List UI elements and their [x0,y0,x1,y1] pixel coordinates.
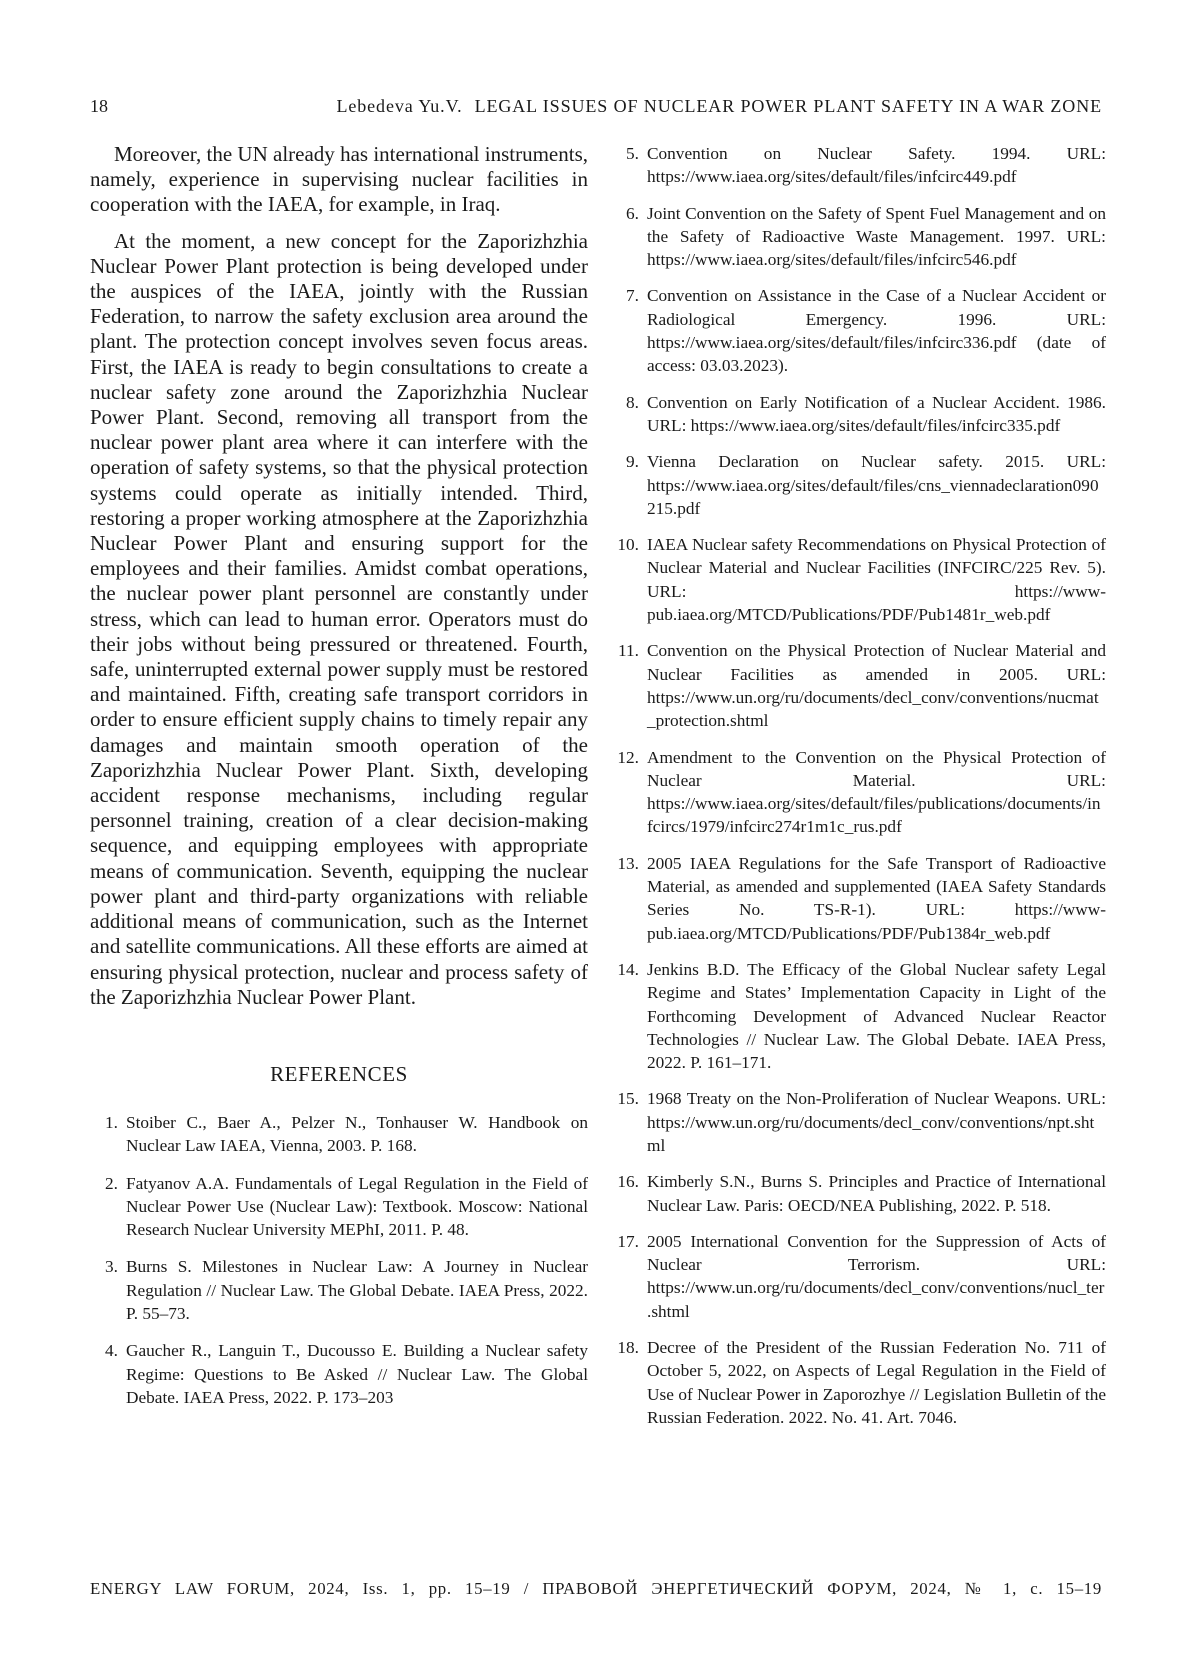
reference-number: 8. [626,392,639,412]
reference-item [611,1170,1106,1217]
journal-footer: ENERGY LAW FORUM, 2024, Iss. 1, pp. 15–19 / ПРАВОВОЙ ЭНЕРГЕТИЧЕСКИЙ ФОРУМ, 2024, № 1, с. 15–19 [90,1579,1102,1598]
reference-item [90,1111,588,1158]
reference-item [611,746,1106,839]
running-header [90,96,1102,126]
reference-number: 16. [617,1172,639,1192]
reference-number: 7. [626,286,639,306]
reference-item [611,1087,1106,1157]
reference-text: 1968 Treaty on the Non-Proliferation of Nuclear Weapons. URL: https://www.un.org/ru/documents/decl_conv/conventions/npt.shtml [647,1089,1106,1155]
right-column [611,142,1106,1442]
reference-item [611,142,1106,189]
reference-text: Joint Convention on the Safety of Spent Fuel Management and on the Safety of Radioactive Waste Management. 1997. URL: https://www.iaea.org/sites/default/files/infcirc546.pdf [647,203,1106,270]
reference-number: 1. [105,1112,118,1132]
header-title: LEGAL ISSUES OF NUCLEAR POWER PLANT SAFETY IN A WAR ZONE [474,96,1102,116]
reference-text: Burns S. Milestones in Nuclear Law: A Journey in Nuclear Regulation // Nuclear Law. The Global Debate. IAEA Press, 2022. P. 55–73. [126,1257,588,1323]
reference-text: IAEA Nuclear safety Recommendations on Physical Protection of Nuclear Material and Nuclear Facilities (INFCIRC/225 Rev. 5). URL: https://www-pub.iaea.org/MTCD/Publications/PDF/Pub1481r_web.pdf [647,535,1106,625]
reference-text: Convention on Nuclear Safety. 1994. URL: https://www.iaea.org/sites/default/files/infcirc449.pdf [647,144,1106,187]
reference-item [611,958,1106,1074]
reference-number: 17. [617,1231,639,1251]
body-paragraph: Moreover, the UN already has international instruments, namely, experience in supervising nuclear facilities in cooperation with the IAEA, for example, in Iraq. [90,142,588,217]
reference-item [611,1230,1106,1323]
reference-item [611,1336,1106,1429]
reference-number: 9. [626,452,639,472]
header-author: Lebedeva Yu.V. [336,96,463,116]
reference-item [90,1339,588,1409]
reference-item [611,852,1106,945]
reference-number: 4. [105,1341,118,1361]
reference-number: 3. [105,1257,118,1277]
reference-number: 11. [618,641,639,661]
reference-item [611,284,1106,377]
reference-number: 2. [105,1173,118,1193]
reference-text: 2005 IAEA Regulations for the Safe Transport of Radioactive Material, as amended and supplemented (IAEA Safety Standards Series No. TS-R-1). URL: https://www-pub.iaea.org/MTCD/Publications/PDF/Pub1384r_web.pdf [647,853,1106,943]
reference-number: 12. [617,747,639,767]
reference-item [611,533,1106,626]
reference-number: 15. [617,1089,639,1109]
reference-list-left [90,1111,588,1409]
reference-item [611,639,1106,732]
reference-item [90,1172,588,1242]
reference-item [611,391,1106,438]
reference-item [611,202,1106,272]
reference-number: 10. [617,535,639,555]
page-number: 18 [90,96,108,116]
running-title [336,96,1102,117]
reference-text: Amendment to the Convention on the Physical Protection of Nuclear Material. URL: https://www.iaea.org/sites/default/files/publications/documents/infcircs/1979/infcirc274r1m1c_rus.pdf [647,747,1106,837]
reference-list-right [611,142,1106,1429]
reference-text: Convention on the Physical Protection of Nuclear Material and Nuclear Facilities as amended in 2005. URL: https://www.un.org/ru/documents/decl_conv/conventions/nucmat_protection.shtml [647,641,1106,731]
reference-number: 5. [626,144,639,163]
reference-number: 14. [617,959,639,979]
reference-text: Stoiber C., Baer A., Pelzer N., Tonhauser W. Handbook on Nuclear Law IAEA, Vienna, 2003. P. 168. [126,1112,588,1156]
reference-text: Fatyanov A.A. Fundamentals of Legal Regulation in the Field of Nuclear Power Use (Nuclear Law): Textbook. Moscow: National Research Nuclear University MEPhI, 2011. P. 48. [126,1173,588,1240]
reference-number: 18. [617,1338,639,1358]
reference-number: 6. [626,203,639,223]
body-paragraph: At the moment, a new concept for the Zaporizhzhia Nuclear Power Plant protection is being developed under the auspices of the IAEA, jointly with the Russian Federation, to narrow the safety exclusion area around the plant. The protection concept involves seven focus areas. First, the IAEA is ready to begin consultations to create a nuclear safety zone around the Zaporizhzhia Nuclear Power Plant. Second, removing all transport from the nuclear power plant area where it can interfere with the operation of safety systems, so that the physical protection systems could operate as initially intended. Third, restoring a proper working atmosphere at the Zaporizhzhia Nuclear Power Plant and ensuring support for the employees and their families. Amidst combat operations, the nuclear power plant personnel are constantly under stress, which can lead to human error. Operators must do their jobs without being pressured or threatened. Fourth, safe, uninterrupted external power supply must be restored and maintained. Fifth, creating safe transport corridors in order to ensure efficient supply chains to timely repair any damages and maintain smooth operation of the Zaporizhzhia Nuclear Power Plant. Sixth, developing accident response mechanisms, including regular personnel training, creation of a clear decision-making sequence, and equipping employees with appropriate means of communication. Seventh, equipping the nuclear power plant and third-party organizations with reliable additional means of communication, such as the Internet and satellite communications. All these efforts are aimed at ensuring physical protection, nuclear and process safety of the Zaporizhzhia Nuclear Power Plant. [90,228,588,1009]
reference-text: Kimberly S.N., Burns S. Principles and Practice of International Nuclear Law. Paris: OECD/NEA Publishing, 2022. P. 518. [647,1172,1106,1215]
reference-text: Gaucher R., Languin T., Ducousso E. Building a Nuclear safety Regime: Questions to Be Asked // Nuclear Law. The Global Debate. IAEA Press, 2022. P. 173–203 [126,1341,588,1407]
reference-text: Decree of the President of the Russian Federation No. 711 of October 5, 2022, on Aspects of Legal Regulation in the Field of Use of Nuclear Power in Zaporozhye // Legislation Bulletin of the Russian Federation. 2022. No. 41. Art. 7046. [647,1338,1106,1427]
reference-text: Convention on Assistance in the Case of a Nuclear Accident or Radiological Emergency. 1996. URL: https://www.iaea.org/sites/default/files/infcirc336.pdf (date of access: 03.03.2023). [647,286,1106,376]
left-column [90,142,588,1423]
reference-text: Convention on Early Notification of a Nuclear Accident. 1986. URL: https://www.iaea.org/sites/default/files/infcirc335.pdf [647,392,1106,435]
reference-item [90,1255,588,1325]
reference-text: 2005 International Convention for the Suppression of Acts of Nuclear Terrorism. URL: https://www.un.org/ru/documents/decl_conv/conventions/nucl_ter.shtml [647,1231,1106,1321]
reference-text: Vienna Declaration on Nuclear safety. 2015. URL: https://www.iaea.org/sites/default/files/cns_viennadeclaration090215.pdf [647,452,1106,518]
reference-item [611,450,1106,520]
reference-number: 13. [617,853,639,873]
references-heading: REFERENCES [270,1061,408,1086]
reference-text: Jenkins B.D. The Efficacy of the Global Nuclear safety Legal Regime and States’ Implementation Capacity in Light of the Forthcoming Development of Advanced Nuclear Reactor Technologies // Nuclear Law. The Global Debate. IAEA Press, 2022. P. 161–171. [647,959,1106,1073]
